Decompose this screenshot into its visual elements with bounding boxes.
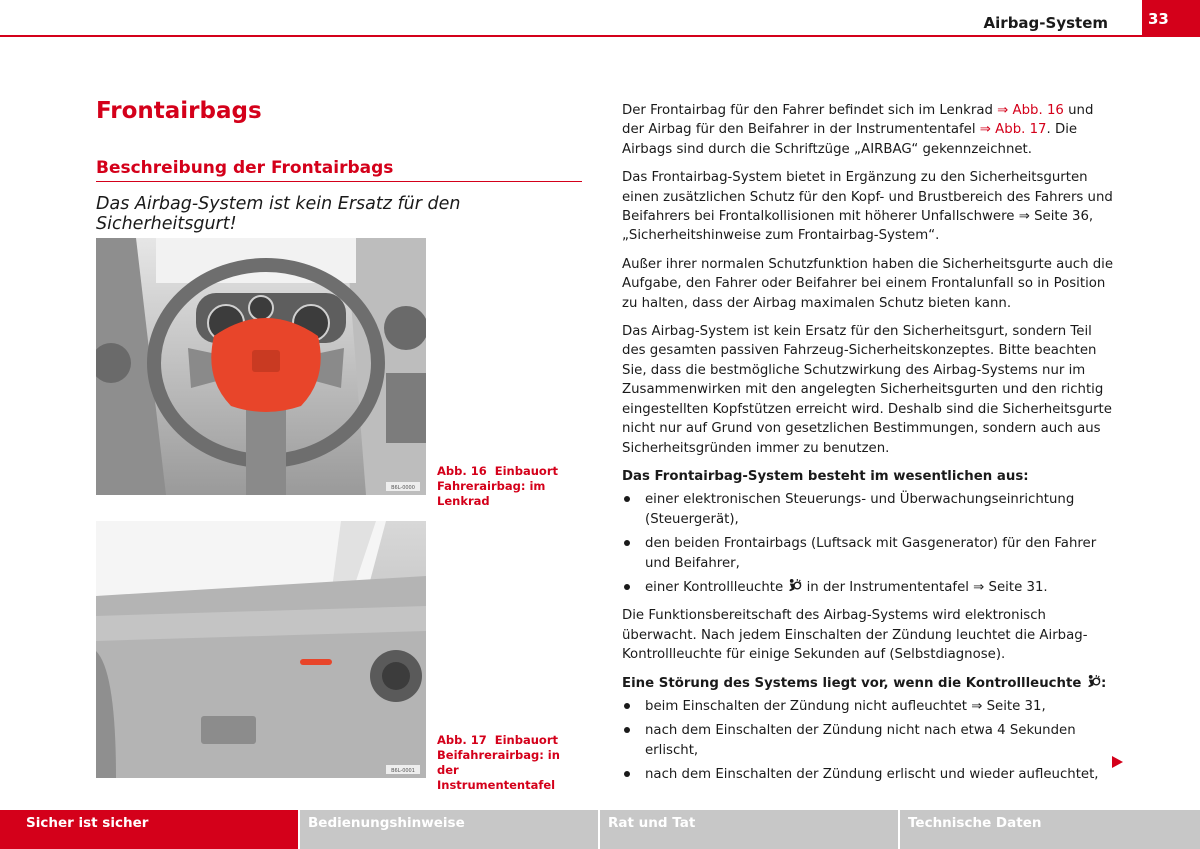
dashboard-illustration <box>96 521 426 778</box>
paragraph: Das Frontairbag-System bietet in Ergänzung zu den Sicherheitsgurten einen zusätzlichen Schutz für den Kopf- und Brustbereich des Fahrers und Beifahrers bei Frontalkollisionen mit höherer Unfallschwere ⇒ Seite 36, „Sicherheitshinweise zum Frontairbag-System“. <box>622 170 1113 244</box>
subsection-rule <box>96 181 582 182</box>
list-item: einer elektronischen Steuerungs- und Überwachungseinrichtung (Steuergerät), <box>622 490 1114 529</box>
figure-code: B6L-0001 <box>391 768 415 774</box>
list-item: einer Kontrollleuchte in der Instrumententafel ⇒ Seite 31. <box>622 578 1114 597</box>
paragraph: Der Frontairbag für den Fahrer befindet sich im Lenkrad ⇒ Abb. 16 und der Airbag für den Beifahrer in der Instrumententafel ⇒ Abb. 17. Die Airbags sind durch die Schriftzüge „AIRBAG“ gekennzeichnet. <box>622 103 1094 157</box>
page-number: 33 <box>1142 0 1200 37</box>
list-item: nach dem Einschalten der Zündung nicht nach etwa 4 Sekunden erlischt, <box>622 721 1114 760</box>
figure-label: Abb. 16 <box>437 464 487 478</box>
footer-navigation <box>0 810 1200 849</box>
airbag-warning-icon <box>1086 674 1101 689</box>
list-heading: Das Frontairbag-System besteht im wesentlichen aus: <box>622 468 1029 484</box>
figure-caption <box>437 464 587 509</box>
header-rule <box>0 35 1142 37</box>
list-item: den beiden Frontairbags (Luftsack mit Gasgenerator) für den Fahrer und Beifahrer, <box>622 534 1114 573</box>
footer-tab-rat-und-tat[interactable]: Rat und Tat <box>600 810 898 849</box>
paragraph: Die Funktionsbereitschaft des Airbag-Systems wird elektronisch überwacht. Nach jedem Einschalten der Zündung leuchtet die Airbag-Kontrollleuchte für einige Sekunden auf (Selbstdiagnose). <box>622 608 1088 663</box>
subsection-title: Beschreibung der Frontairbags <box>96 158 394 178</box>
steering-wheel-illustration <box>96 238 426 495</box>
next-page-arrow-icon[interactable] <box>1110 755 1124 769</box>
footer-tab-bedienungshinweise[interactable]: Bedienungshinweise <box>300 810 598 849</box>
figure-link[interactable]: ⇒ Abb. 16 <box>997 103 1064 118</box>
figure-label: Abb. 17 <box>437 733 487 747</box>
lead-statement: Das Airbag-System ist kein Ersatz für den Sicherheitsgurt! <box>96 194 461 234</box>
figure-dashboard-airbag <box>96 521 426 778</box>
figure-link[interactable]: ⇒ Abb. 17 <box>979 122 1047 138</box>
figure-caption-text: Einbauort Beifahrerairbag: in der Instrumententafel <box>437 733 560 792</box>
list-item: nach dem Einschalten der Zündung erlischt und wieder aufleuchtet, <box>622 765 1114 784</box>
body-text <box>622 101 1114 790</box>
figure-caption <box>437 733 577 793</box>
list-item: beim Einschalten der Zündung nicht aufleuchtet ⇒ Seite 31, <box>622 697 1114 716</box>
figure-code: B6L-0000 <box>391 485 415 491</box>
list-heading: Eine Störung des Systems liegt vor, wenn die Kontrollleuchte : <box>622 675 1107 691</box>
footer-tab-technische-daten[interactable]: Technische Daten <box>900 810 1200 849</box>
paragraph: Das Airbag-System ist kein Ersatz für den Sicherheitsgurt, sondern Teil des gesamten passiven Fahrzeug-Sicherheitskonzeptes. Bitte beachten Sie, dass die bestmögliche Schutzwirkung des Airbag-Systems nur im Zusammenwirken mit den angelegten Sicherheitsgurten und den richtig eingestellten Kopfstützen erreicht wird. Deshalb sind die Sicherheitsgurte nicht nur auf Grund von gesetzlichen Bestimmungen, sondern auch aus Sicherheitsgründen immer zu benutzen. <box>622 324 1112 456</box>
airbag-warning-icon <box>787 578 802 593</box>
paragraph: Außer ihrer normalen Schutzfunktion haben die Sicherheitsgurte auch die Aufgabe, den Fahrer oder Beifahrer bei einem Frontalunfall so in Position zu halten, dass der Airbag maximalen Schutz bieten kann. <box>622 256 1114 311</box>
footer-tab-sicher-ist-sicher[interactable]: Sicher ist sicher <box>0 810 298 849</box>
figure-steering-wheel-airbag <box>96 238 426 495</box>
running-header-title: Airbag-System <box>983 14 1108 32</box>
figure-caption-text: Einbauort Fahrerairbag: im Lenkrad <box>437 464 558 508</box>
section-title: Frontairbags <box>96 98 262 124</box>
